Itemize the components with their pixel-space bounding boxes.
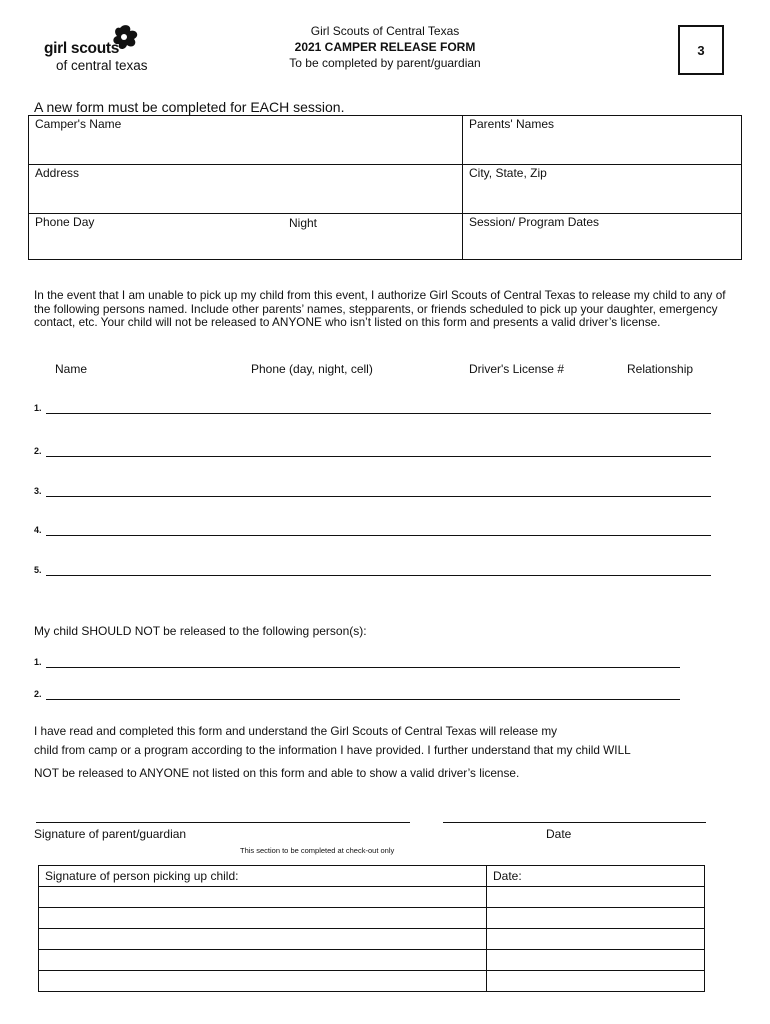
camper-info-table [28,115,742,260]
pickup-signature-cell[interactable] [39,929,487,950]
pickup-table [38,865,705,992]
acknowledgement-line-2: child from camp or a program according to the information I have provided. I further understand that my child WILL [34,743,631,757]
not-released-number-1: 1. [34,657,42,667]
date-line[interactable] [443,822,706,823]
address-field[interactable] [29,165,463,214]
campers-name-field[interactable] [29,116,463,165]
acknowledgement-line-3: NOT be released to ANYONE not listed on this form and able to show a valid driver’s license. [34,766,520,780]
authorized-number-4: 4. [34,525,42,535]
pickup-signature-cell[interactable] [39,950,487,971]
col-phone: Phone (day, night, cell) [251,362,373,376]
parent-signature-line[interactable] [36,822,410,823]
authorized-line-4[interactable] [46,535,711,536]
phone-day-label: Phone Day [35,215,95,229]
authorized-line-2[interactable] [46,456,711,457]
authorized-number-3: 3. [34,486,42,496]
city-state-zip-label: City, State, Zip [469,166,547,180]
page-number: 3 [697,42,705,58]
authorized-number-1: 1. [34,403,42,413]
parents-names-label: Parents' Names [469,117,554,131]
logo-subtext: of central texas [56,58,148,73]
pickup-date-header: Date: [487,866,705,887]
authorized-number-5: 5. [34,565,42,575]
logo-text: girl scouts [44,40,120,57]
pickup-date-cell[interactable] [487,929,705,950]
phone-night-label: Night [289,216,318,230]
org-name: Girl Scouts of Central Texas [310,24,460,38]
not-released-line-1[interactable] [46,667,680,668]
col-license: Driver's License # [469,362,564,376]
checkout-note: This section to be completed at check-out only [240,846,395,855]
campers-name-label: Camper's Name [35,117,122,131]
pickup-signature-cell[interactable] [39,908,487,929]
session-dates-field[interactable] [463,214,742,260]
session-instruction: A new form must be completed for EACH session. [34,99,345,115]
not-released-line-2[interactable] [46,699,680,700]
pickup-signature-cell[interactable] [39,971,487,992]
pickup-date-cell[interactable] [487,887,705,908]
parents-names-field[interactable] [463,116,742,165]
city-state-zip-field[interactable] [463,165,742,214]
authorized-number-2: 2. [34,446,42,456]
col-name: Name [55,362,88,376]
authorized-line-3[interactable] [46,496,711,497]
not-released-label: My child SHOULD NOT be released to the following person(s): [34,624,367,638]
address-label: Address [35,166,80,180]
authorized-line-1[interactable] [46,413,711,414]
phone-field[interactable] [29,214,463,260]
authorized-line-5[interactable] [46,575,711,576]
signature-label: Signature of parent/guardian [34,827,187,841]
form-title: 2021 CAMPER RELEASE FORM [294,40,476,54]
pickup-date-cell[interactable] [487,950,705,971]
pickup-signature-cell[interactable] [39,887,487,908]
pickup-date-cell[interactable] [487,908,705,929]
page-number-box [678,25,724,75]
pickup-signature-header: Signature of person picking up child: [39,866,487,887]
col-relationship: Relationship [627,362,694,376]
pickup-date-cell[interactable] [487,971,705,992]
form-subtitle: To be completed by parent/guardian [289,56,481,70]
acknowledgement-line-1: I have read and completed this form and understand the Girl Scouts of Central Texas will release my [34,724,558,738]
authorization-text: In the event that I am unable to pick up my child from this event, I authorize Girl Scouts of Central Texas to release my child to any of the following persons named. Include other parents’ names, stepparents, or friends scheduled to pick up your daughter, emergency contact, etc. Your child will not be released to ANYONE who isn’t listed on this form and presents a valid driver’s license. [34,288,726,329]
session-dates-label: Session/ Program Dates [469,215,600,229]
not-released-number-2: 2. [34,689,42,699]
date-label: Date [546,827,572,841]
